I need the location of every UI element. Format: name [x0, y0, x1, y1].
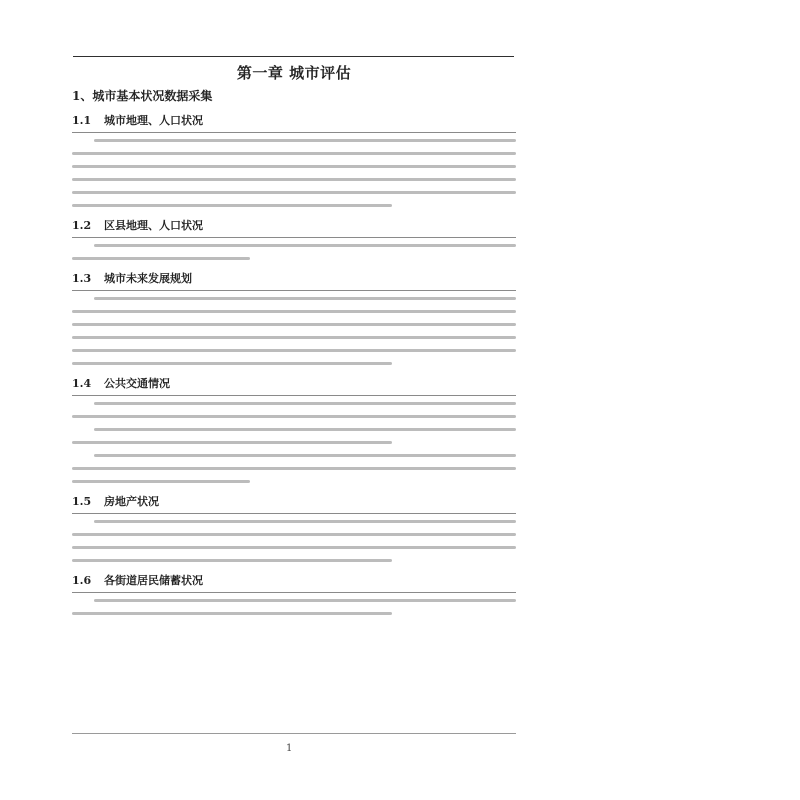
body-line — [72, 165, 516, 168]
section-title: 1、城市基本状况数据采集 — [72, 89, 213, 103]
subsection-heading-1-6 — [72, 572, 516, 588]
subsection-title: 公共交通情况 — [104, 377, 170, 390]
paragraph-1-1 — [72, 139, 516, 207]
body-line — [72, 178, 516, 181]
body-line — [72, 533, 516, 536]
body-line — [94, 599, 516, 602]
body-line — [72, 415, 516, 418]
subsection-rule — [72, 237, 516, 238]
body-line — [94, 428, 516, 431]
subsection-number: 1.4 — [72, 376, 92, 390]
paragraph-1-2 — [72, 244, 516, 260]
subsection-title: 房地产状况 — [104, 495, 159, 508]
body-line — [94, 297, 516, 300]
subsection-number: 1.3 — [72, 271, 92, 285]
body-line — [94, 454, 516, 457]
subsection-title: 城市未来发展规划 — [104, 272, 192, 285]
subsection-heading-1-2 — [72, 217, 516, 233]
body-line — [94, 139, 516, 142]
body-line — [72, 480, 250, 483]
subsection-title: 区县地理、人口状况 — [104, 219, 203, 232]
subsection-rule — [72, 132, 516, 133]
body-line — [72, 559, 392, 562]
paragraph-1-3 — [72, 297, 516, 365]
subsection-number: 1.5 — [72, 494, 92, 508]
subsection-heading-1-4 — [72, 375, 516, 391]
subsection-heading-1-3 — [72, 270, 516, 286]
subsection-heading-1-5 — [72, 493, 516, 509]
paragraph-1-5 — [72, 520, 516, 562]
body-line — [72, 467, 516, 470]
body-line — [94, 244, 516, 247]
paragraph-1-6 — [72, 599, 516, 615]
body-line — [72, 336, 516, 339]
body-line — [72, 441, 392, 444]
subsection-rule — [72, 395, 516, 396]
body-line — [72, 204, 392, 207]
subsection-number: 1.2 — [72, 218, 92, 232]
body-line — [94, 402, 516, 405]
body-line — [72, 191, 516, 194]
paragraph-1-4 — [72, 402, 516, 483]
body-line — [72, 546, 516, 549]
page-footer — [72, 733, 516, 763]
subsection-number: 1.6 — [72, 573, 92, 587]
page-number: 1 — [286, 743, 293, 754]
subsection-rule — [72, 290, 516, 291]
page-content — [72, 62, 516, 762]
subsection-heading-1-1 — [72, 112, 516, 128]
subsection-title: 城市地理、人口状况 — [104, 114, 203, 127]
chapter-title: 第一章 城市评估 — [236, 64, 352, 82]
body-line — [72, 612, 392, 615]
subsection-rule — [72, 592, 516, 593]
body-line — [72, 362, 392, 365]
body-line — [72, 257, 250, 260]
body-line — [72, 310, 516, 313]
footer-rule — [72, 733, 516, 734]
subsection-rule — [72, 513, 516, 514]
subsection-title: 各街道居民储蓄状况 — [104, 574, 203, 587]
body-line — [72, 349, 516, 352]
top-rule — [73, 56, 514, 57]
body-line — [72, 152, 516, 155]
body-line — [72, 323, 516, 326]
body-line — [94, 520, 516, 523]
subsection-number: 1.1 — [72, 113, 92, 127]
